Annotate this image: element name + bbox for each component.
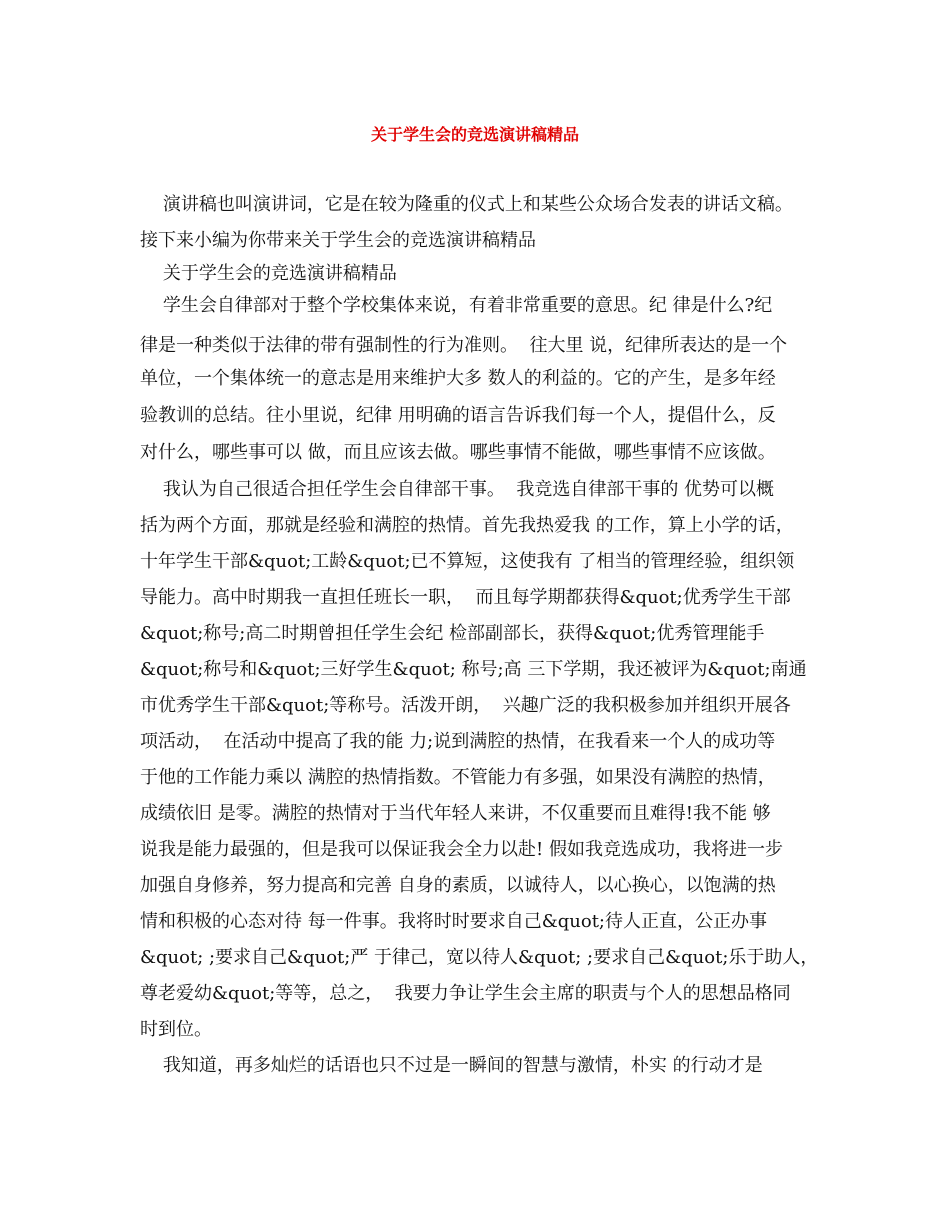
text-line: 说我是能力最强的，但是我可以保证我会全力以赴! 假如我竞选成功，我将进一步 <box>140 839 783 860</box>
text-line: 尊老爱幼&quot;等等，总之， 我要力争让学生会主席的职责与个人的思想品格同 <box>140 983 791 1004</box>
text-line: 对什么，哪些事可以 做，而且应该去做。哪些事情不能做，哪些事情不应该做。 <box>140 442 776 463</box>
text-line: 加强自身修养，努力提高和完善 自身的素质，以诚待人，以心换心，以饱满的热 <box>140 875 776 896</box>
text-line: 时到位。 <box>140 1019 212 1040</box>
text-line: 成绩依旧 是零。满腔的热情对于当代年轻人来讲，不仅重要而且难得!我不能 够 <box>140 803 771 824</box>
text-line: 我知道，再多灿烂的话语也只不过是一瞬间的智慧与激情，朴实 的行动才是 <box>140 1055 763 1076</box>
text-line: 我认为自己很适合担任学生会自律部干事。 我竞选自律部干事的 优势可以概 <box>140 479 775 500</box>
text-line: &quot; ;要求自己&quot;严 于律己，宽以待人&quot; ;要求自己&quot;乐于助人， <box>140 947 819 968</box>
text-line: 十年学生干部&quot;工龄&quot;已不算短，这使我有 了相当的管理经验，组织领 <box>140 551 795 572</box>
text-line: 学生会自律部对于整个学校集体来说，有着非常重要的意思。纪 律是什么?纪 <box>140 295 773 316</box>
text-line: &quot;称号;高二时期曾担任学生会纪 检部副部长，获得&quot;优秀管理能手 <box>140 623 765 644</box>
text-line: 演讲稿也叫演讲词，它是在较为隆重的仪式上和某些公众场合发表的讲话文稿。 <box>140 194 793 215</box>
text-line: &quot;称号和&quot;三好学生&quot; 称号;高 三下学期，我还被评为&quot;南通 <box>140 659 807 680</box>
text-line: 于他的工作能力乘以 满腔的热情指数。不管能力有多强，如果没有满腔的热情， <box>140 767 776 788</box>
text-line: 项活动， 在活动中提高了我的能 力;说到满腔的热情，在我看来一个人的成功等 <box>140 731 776 752</box>
text-line: 单位，一个集体统一的意志是用来维护大多 数人的利益的。它的产生，是多年经 <box>140 368 776 389</box>
text-line: 导能力。高中时期我一直担任班长一职， 而且每学期都获得&quot;优秀学生干部 <box>140 587 791 608</box>
text-line: 接下来小编为你带来关于学生会的竞选演讲稿精品 <box>140 230 536 251</box>
text-line: 验教训的总结。往小里说，纪律 用明确的语言告诉我们每一个人，提倡什么，反 <box>140 405 776 426</box>
document-title: 关于学生会的竞选演讲稿精品 <box>370 125 579 144</box>
text-line: 情和积极的心态对待 每一件事。我将时时要求自己&quot;待人正直，公正办事 <box>140 911 767 932</box>
text-line: 关于学生会的竞选演讲稿精品 <box>140 263 397 284</box>
text-line: 律是一种类似于法律的带有强制性的行为准则。 往大里 说，纪律所表达的是一个 <box>140 335 788 356</box>
text-line: 市优秀学生干部&quot;等称号。活泼开朗， 兴趣广泛的我积极参加并组织开展各 <box>140 695 791 716</box>
text-line: 括为两个方面，那就是经验和满腔的热情。首先我热爱我 的工作，算上小学的话， <box>140 515 794 536</box>
